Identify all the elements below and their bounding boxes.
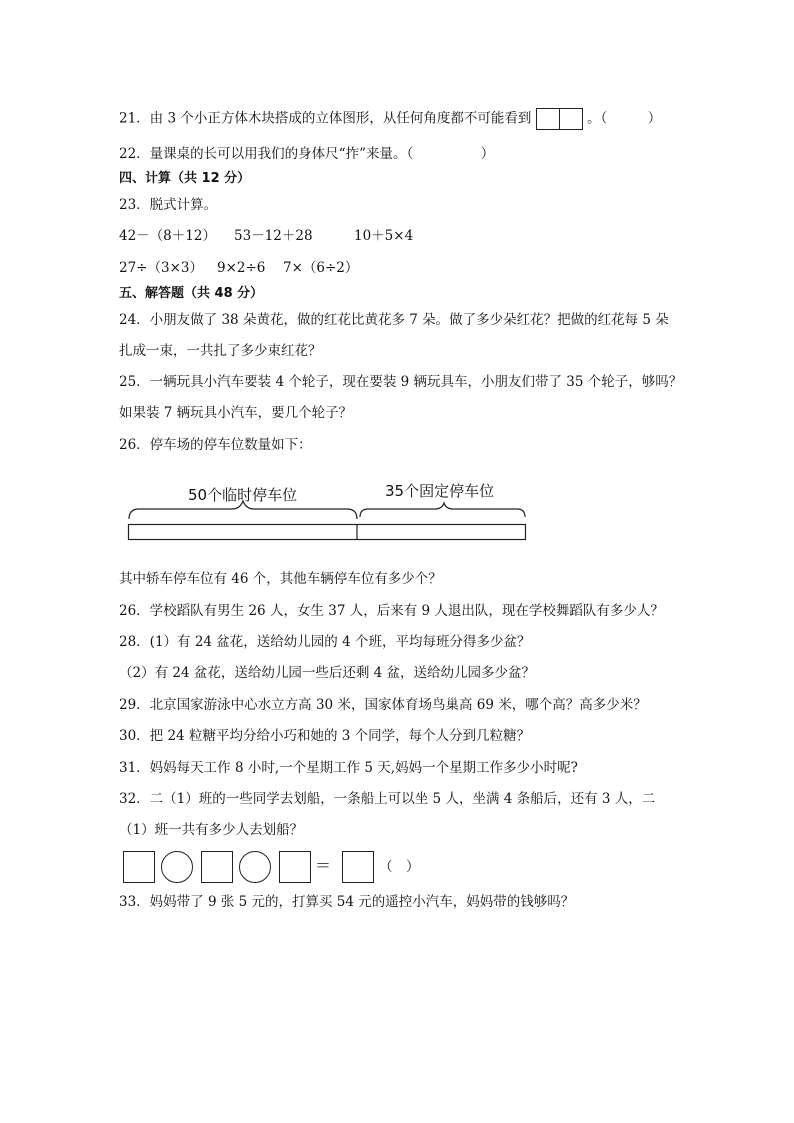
question-21-answer-paren: 。（ ） xyxy=(586,110,662,127)
unit-paren: （ ） xyxy=(379,859,420,875)
section-4-title: 四、计算（共 12 分） xyxy=(119,171,251,186)
left-brace xyxy=(129,501,357,519)
answer-box-1[interactable] xyxy=(123,851,155,883)
answer-box-2[interactable] xyxy=(201,851,233,883)
answer-box-3[interactable] xyxy=(279,851,311,883)
question-33: 33．妈妈带了 9 张 5 元的，打算买 54 元的遥控小汽车，妈妈带的钱够吗？ xyxy=(119,894,575,910)
question-30: 30．把 24 粒糖平均分给小巧和她的 3 个同学，每个人分到几粒糖？ xyxy=(119,728,531,744)
question-25-line-1: 25．一辆玩具小汽车要装 4 个轮子，现在要装 9 辆玩具车，小朋友们带了 35 个轮子，够吗？ xyxy=(119,374,683,390)
question-25-line-2: 如果装 7 辆玩具小汽车，要几个轮子？ xyxy=(119,405,353,421)
question-26-parking-ask: 其中轿车停车位有 46 个，其他车辆停车位有多少个？ xyxy=(119,571,442,587)
question-24-line-2: 扎成一束，一共扎了多少束红花？ xyxy=(119,343,322,359)
question-31: 31．妈妈每天工作 8 小时,一个星期工作 5 天,妈妈一个星期工作多少小时呢? xyxy=(119,760,578,776)
label-fixed-spaces: 35个固定停车位 xyxy=(385,482,495,500)
calc-2: 53－12＋28 xyxy=(234,228,313,244)
label-temporary-spaces: 50个临时停车位 xyxy=(188,486,298,504)
calc-1: 42－（8＋12） xyxy=(119,228,216,244)
calc-4: 27÷（3×3） xyxy=(119,260,203,276)
segment-bar xyxy=(129,525,526,540)
question-26-parking: 26．停车场的停车位数量如下： xyxy=(119,437,312,453)
question-28-line-1: 28．(1）有 24 盆花，送给幼儿园的 4 个班，平均每班分得多少盆？ xyxy=(119,634,531,650)
calc-3: 10＋5×4 xyxy=(354,228,414,244)
answer-box-result[interactable] xyxy=(342,851,374,883)
calc-5: 9×2÷6 xyxy=(217,260,266,276)
section-5-title: 五、解答题（共 48 分） xyxy=(119,286,264,301)
operator-circle-2[interactable] xyxy=(239,851,271,883)
question-24-line-1: 24．小朋友做了 38 朵黄花，做的红花比黄花多 7 朵。做了多少朵红花？把做的红花每 5 朵 xyxy=(119,312,669,328)
question-23: 23．脱式计算。 xyxy=(119,197,218,213)
question-28-line-2: （2）有 24 盆花，送给幼儿园一些后还剩 4 盆，送给幼儿园多少盆？ xyxy=(119,665,536,681)
calc-6: 7×（6÷2） xyxy=(283,260,359,276)
operator-circle-1[interactable] xyxy=(161,851,193,883)
question-32-line-1: 32．二（1）班的一些同学去划船，一条船上可以坐 5 人，坐满 4 条船后，还有 3 人，二 xyxy=(119,791,656,807)
question-32-line-2: （1）班一共有多少人去划船？ xyxy=(119,822,304,838)
question-26-dance: 26．学校蹈队有男生 26 人，女生 37 人，后来有 9 人退出队，现在学校舞蹈队有多少人？ xyxy=(119,603,664,619)
question-22: 22．量课桌的长可以用我们的身体尺“拃”来量。（ ） xyxy=(119,146,495,162)
right-brace xyxy=(360,503,525,517)
question-21-text: 21．由 3 个小正方体木块搭成的立体图形，从任何角度都不可能看到 xyxy=(119,110,532,127)
question-29: 29．北京国家游泳中心水立方高 30 米，国家体育场鸟巢高 69 米，哪个高？高多少米？ xyxy=(119,697,647,713)
parking-segment-diagram xyxy=(0,0,794,560)
equals-sign: ＝ xyxy=(315,856,332,875)
